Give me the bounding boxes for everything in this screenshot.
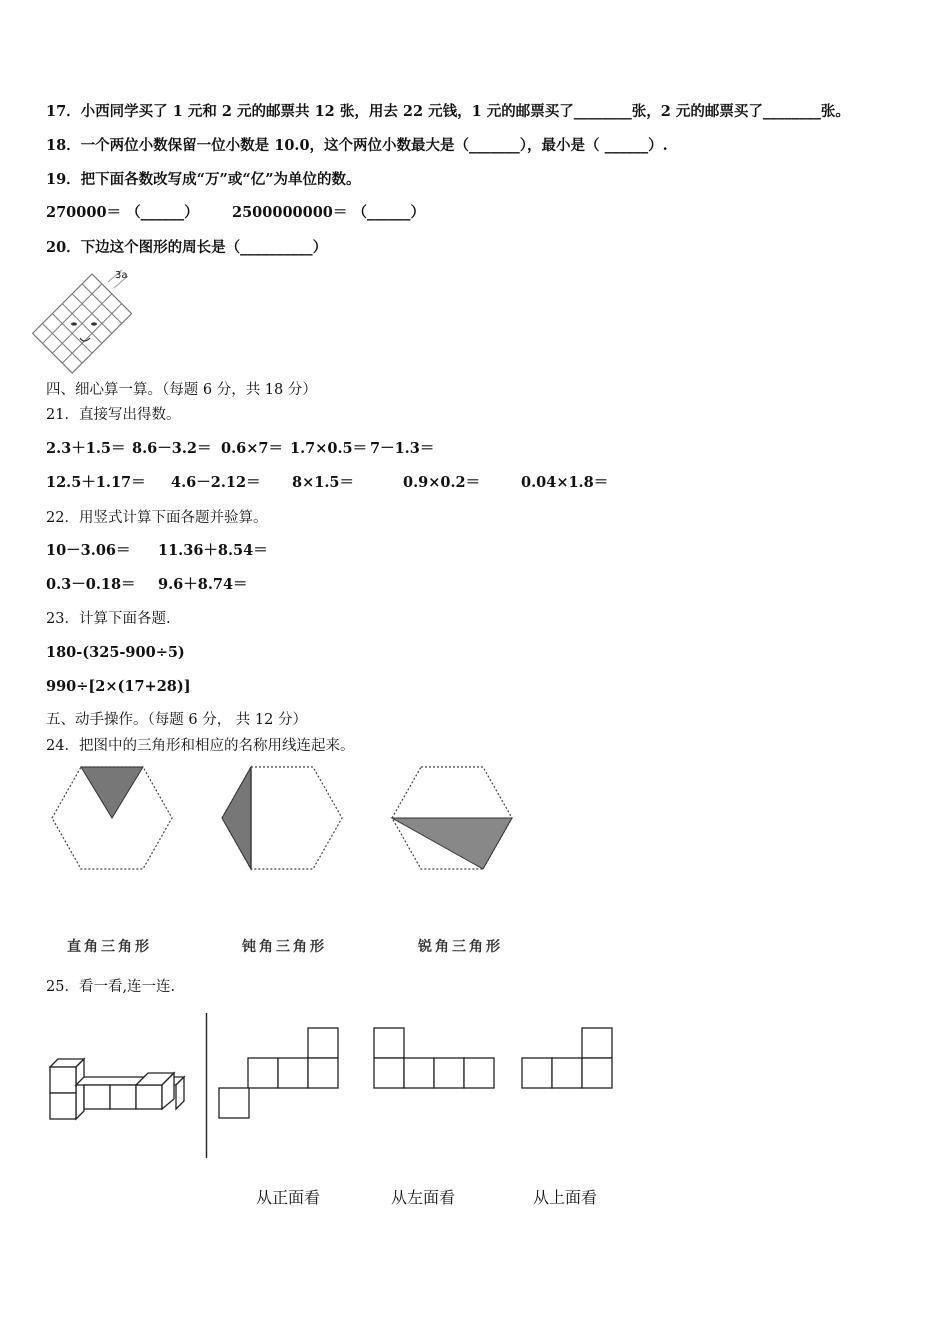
divider-line [205, 1013, 208, 1158]
question-18: 18．一个两位小数保留一位小数是 10.0，这个两位小数最大是（_______），最小是（ ______）. [46, 137, 668, 154]
view-figure-2 [373, 1027, 495, 1089]
q23-expr: 180-(325-900÷5) [46, 644, 185, 661]
question-21: 21．直接写出得数。 [46, 407, 181, 423]
question-23: 23．计算下面各题. [46, 611, 171, 627]
question-19-item-1: 270000＝ （______） [46, 204, 199, 221]
q22-expr: 10－3.06＝ [46, 542, 131, 559]
question-24: 24．把图中的三角形和相应的名称用线连起来。 [46, 738, 355, 754]
q21-expr: 8.6－3.2＝ [132, 440, 212, 457]
label-right-triangle: 直角三角形 [67, 939, 152, 955]
q22-expr: 11.36＋8.54＝ [158, 542, 268, 559]
q23-expr: 990÷[2×(17+28)] [46, 678, 191, 695]
q21-expr: 0.9×0.2＝ [403, 474, 481, 491]
view-figure-1 [218, 1027, 340, 1119]
figure-label-3a: 3a [115, 270, 128, 281]
q21-expr: 7－1.3＝ [370, 440, 435, 457]
q21-expr: 0.04×1.8＝ [521, 474, 609, 491]
q21-expr: 4.6－2.12＝ [171, 474, 261, 491]
perimeter-figure [44, 268, 144, 368]
label-top-view: 从上面看 [533, 1188, 598, 1207]
q21-expr: 12.5＋1.17＝ [46, 474, 146, 491]
label-obtuse-triangle: 钝角三角形 [242, 939, 327, 955]
section-5-title: 五、动手操作。（每题 6 分， 共 12 分） [46, 712, 307, 728]
question-20: 20．下边这个图形的周长是（__________） [46, 239, 328, 256]
question-19: 19．把下面各数改写成“万”或“亿”为单位的数。 [46, 171, 361, 188]
question-22: 22．用竖式计算下面各题并验算。 [46, 510, 268, 526]
q22-expr: 9.6＋8.74＝ [158, 576, 248, 593]
q22-expr: 0.3－0.18＝ [46, 576, 136, 593]
hexagon-right-triangle [50, 765, 174, 871]
q21-expr: 8×1.5＝ [292, 474, 354, 491]
label-left-view: 从左面看 [391, 1188, 456, 1207]
label-acute-triangle: 锐角三角形 [418, 939, 503, 955]
question-17: 17．小西同学买了 1 元和 2 元的邮票共 12 张，用去 22 元钱，1 元的邮票买了________张，2 元的邮票买了________张。 [46, 103, 850, 120]
hexagon-acute-triangle [390, 765, 514, 871]
q21-expr: 0.6×7＝ [221, 440, 283, 457]
view-figure-3 [521, 1027, 613, 1089]
hexagon-obtuse-triangle [220, 765, 344, 871]
label-front-view: 从正面看 [256, 1188, 321, 1207]
section-4-title: 四、细心算一算。（每题 6 分，共 18 分） [46, 382, 317, 398]
q21-expr: 1.7×0.5＝ [290, 440, 368, 457]
q21-row-1 [46, 439, 125, 459]
question-25: 25．看一看,连一连. [46, 979, 176, 995]
cube-solid-figure [50, 1055, 185, 1120]
q21-expr: 2.3＋1.5＝ [46, 440, 126, 457]
question-19-item-2: 2500000000＝ （______） [232, 204, 425, 221]
